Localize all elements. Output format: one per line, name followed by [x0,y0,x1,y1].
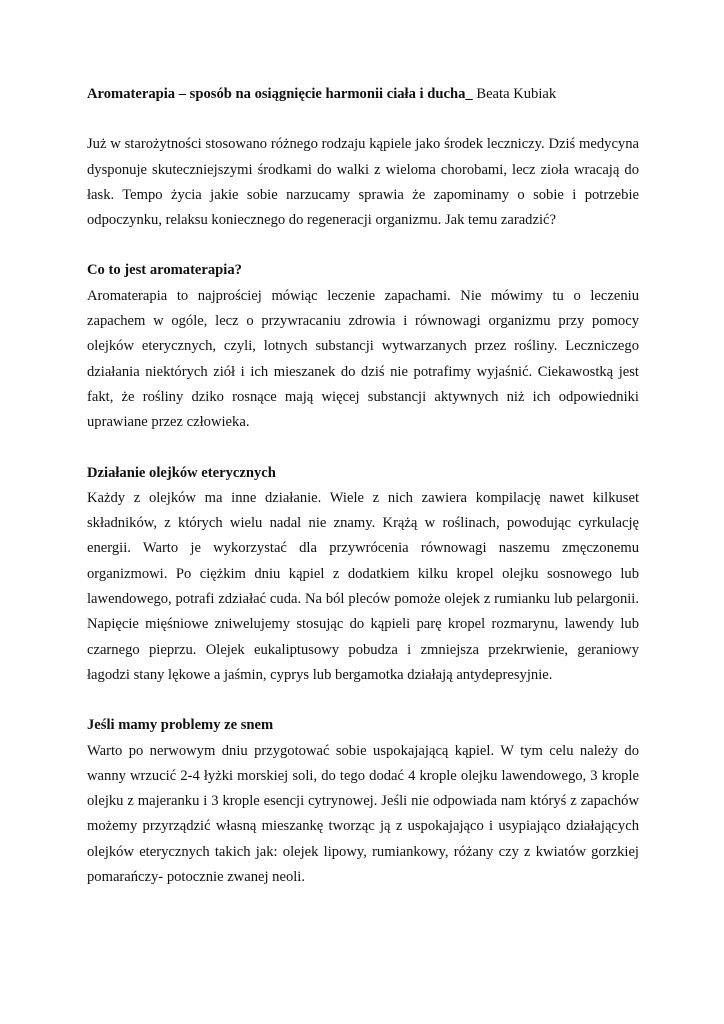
section-paragraph: Aromaterapia to najprościej mówiąc leczenie zapachami. Nie mówimy tu o leczeniu zapachem w ogóle, lecz o przywracaniu zdrowia i równowagi organizmu przy pomocy olejków eterycznych, czyli, lotnych substancji wytwarzanych przez rośliny. Leczniczego działania niektórych ziół i ich mieszanek do dziś nie potrafimy wyjaśnić. Ciekawostką jest fakt, że rośliny dziko rosnące mają więcej substancji aktywnych niż ich odpowiedniki uprawiane przez człowieka. [87,287,639,431]
section-paragraph: Każdy z olejków ma inne działanie. Wiele z nich zawiera kompilację nawet kilkuset składników, z których wielu nadal nie znamy. Krążą w roślinach, powodując cyrkulację energii. Warto je wykorzystać dla przywrócenia równowagi naszemu zmęczonemu organizmowi. Po ciężkim dniu kąpiel z dodatkiem kilku kropel olejku sosnowego lub lawendowego, potrafi zdziałać cuda. Na ból pleców pomoże olejek z rumianku lub pelargonii. Napięcie mięśniowe zniwelujemy stosując do kąpieli parę kropel rozmarynu, lawendy lub czarnego pieprzu. Olejek eukaliptusowy pobudza i zmniejsza przekrwienie, geraniowy łagodzi stany lękowe a jaśmin, cyprys lub bergamotka działają antydepresyjnie. [87,489,639,683]
document-title: Aromaterapia – sposób na osiągnięcie harmonii ciała i ducha_ [87,86,473,102]
section-sleep-problems [87,713,639,890]
intro-paragraph: Już w starożytności stosowano różnego rodzaju kąpiele jako środek leczniczy. Dziś medycyna dysponuje skuteczniejszymi środkami do walki z wieloma chorobami, lecz zioła wracają do łask. Tempo życia jakie sobie narzucamy sprawia że zapominamy o sobie i potrzebie odpoczynku, relaksu koniecznego do regeneracji organizmu. Jak temu zaradzić? [87,136,639,229]
document-body [87,82,639,915]
document-author: Beata Kubiak [472,86,557,102]
section-essential-oils-effects [87,461,639,689]
section-heading: Działanie olejków eterycznych [87,464,276,481]
document-title-line [87,82,639,107]
section-heading: Jeśli mamy problemy ze snem [87,717,274,734]
section-what-is-aromatherapy [87,258,639,435]
section-heading: Co to jest aromaterapia? [87,262,242,279]
section-paragraph: Warto po nerwowym dniu przygotować sobie uspokajającą kąpiel. W tym celu należy do wanny wrzucić 2-4 łyżki morskiej soli, do tego dodać 4 krople olejku lawendowego, 3 krople olejku z majeranku i 3 krople esencji cytrynowej. Jeśli nie odpowiada nam któryś z zapachów możemy przyrządzić własną mieszankę tworząc ją z uspokajająco i usypiająco działających olejków eterycznych takich jak: olejek lipowy, rumiankowy, różany czy z kwiatów gorzkiej pomarańczy- potocznie zwanej neoli. [87,742,639,886]
intro-section [87,132,639,233]
